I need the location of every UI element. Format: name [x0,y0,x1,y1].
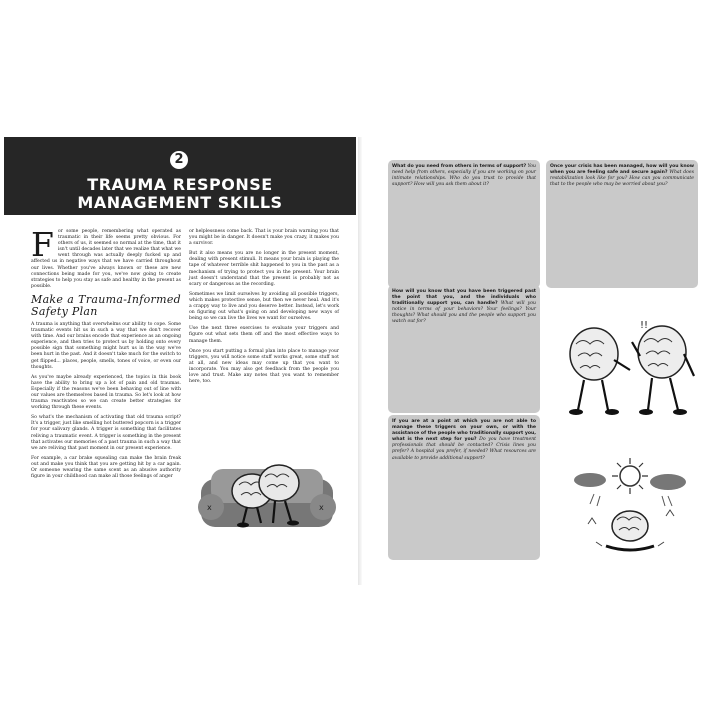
chapter-banner [4,137,356,215]
brains-on-couch-illustration [197,449,337,535]
question: If you are at a point at which you are not able to manage these triggers on your own, or with the assistance of the people who traditionally support you, what is the next step for you? [392,419,536,443]
drop-cap: F [31,225,54,264]
paragraph: For example, a car brake squealing can make the brain freak out and make you think that you are getting hit by a car again. Or someone wearing the same scent as an abusive authority figure in your childhood can make all those feelings of anger [31,455,181,480]
svg-text:x: x [207,503,212,512]
paragraph: Use the next three exercises to evaluate your triggers and figure out what sets them off and the most effective ways to manage them. [189,326,339,344]
hint: What does restabilization look like for you? How can you communicate that to the people who may be worried about you? [550,170,694,188]
paragraph: But it also means you are no longer in the present moment, dealing with present stimuli. It means your brain is playing the tape of whatever terrible shit happened to you in the past as a mechanism of trying to protect you in the present. Your brain just doesn't understand that the present is probably not as scary or dangerous as the recording. [189,251,339,287]
chapter-title-line2: MANAGEMENT SKILLS [77,193,283,212]
paragraph: So what's the mechanism of activating that old trauma script? It's a trigger, just like smelling hot buttered popcorn is a trigger for your salivary glands. A trigger is something that facilitates reliving a traumatic event. A trigger is something in the present that activates our memories of a past trauma in such a way that we are reliving that past moment in our present experience. [31,415,181,451]
left-page [2,137,358,585]
svg-text:!!: !! [640,320,649,331]
worksheet-box-triggered[interactable] [388,285,540,413]
chapter-title-line1: TRAUMA RESPONSE [87,175,273,194]
question: What do you need from others in terms of support? [392,164,527,169]
svg-text:x: x [319,503,324,512]
question: How will you know that you have been triggered past the point that you, and the individuals who traditionally support you, can handle? [392,289,536,307]
worksheet-box-support[interactable] [388,160,540,288]
question: Once your crisis has been managed, how will you know when you are feeling safe and secure again? [550,164,694,176]
section-subhead: Make a Trauma-Informed Safety Plan [31,292,181,318]
hint: Do you have treatment professionals that should be contacted? Crisis lines you prefer? A hospital you prefer, if needed? What resources are available to provide additional support? [392,437,536,461]
worksheet-box-safe-again[interactable] [546,160,698,288]
paragraph: Sometimes we limit ourselves by avoiding all possible triggers, which makes protective sense, but then we never heal. And it's a crappy way to live and you deserve better. Instead, let's work on figuring out what's going on and developing new ways of being so we can live the lives we want for ourselves. [189,291,339,322]
paragraph: A trauma is anything that overwhelms our ability to cope. Some traumatic events hit us in such a way that we don't recover with time. And our brains encode that experience as an ongoing experience, and then tries to protect us by holding onto every possible sign that something might hurt us in the way we've been hurt in the past. And it doesn't take much for the switch to get flipped... places, people, smells, tones of voice, or even our thoughts. [31,321,181,370]
worksheet-box-next-step[interactable] [388,415,540,560]
intro-paragraph: or some people, remembering what operated as traumatic in their life seems pretty obvious. For others of us, it seemed so normal at the time, that it isn't until decades later that we realize that what we went through was actually deeply fucked up and affected us in negative ways that we have carried throughout our lives. Whether you've always known or these are new connections being made for you, we've now going to create strategies to help you stay as safe and healthy in the present as possible. [31,229,181,289]
right-page [362,137,720,585]
right-text-column [189,229,339,389]
paragraph: As you've maybe already experienced, the topics in this book have the ability to bring up a lot of pain and old traumas. Especially if the reasons we've been behaving out of line with our values are themselves based in trauma. So let's look at how trauma reactivates so we can create better strategies for working through these events. [31,374,181,411]
paragraph: or helplessness come back. That is your brain warning you that you might be in danger. It doesn't make you crazy, it makes you a survivor. [189,229,339,247]
hint: You need help from others, especially if you are working on your intimate relationships. Who do you trust to provide that support? How will you ask them about it? [392,164,536,188]
brain-under-sun-illustration [570,454,690,559]
left-text-column [31,225,181,484]
chapter-number: 2 [170,151,188,169]
hint: What will you notice in terms of your behaviors? Your feelings? Your thoughts? What should you and the people who support you watch out for? [392,301,536,325]
two-brains-talking-illustration [554,314,704,434]
paragraph: Once you start putting a formal plan into place to manage your triggers, you will notice some stuff works great, some stuff not at all, and new ideas may come up that you want to incorporate. You may also get feedback from the people you love and trust. Make any notes that you want to remember here, too. [189,348,339,385]
